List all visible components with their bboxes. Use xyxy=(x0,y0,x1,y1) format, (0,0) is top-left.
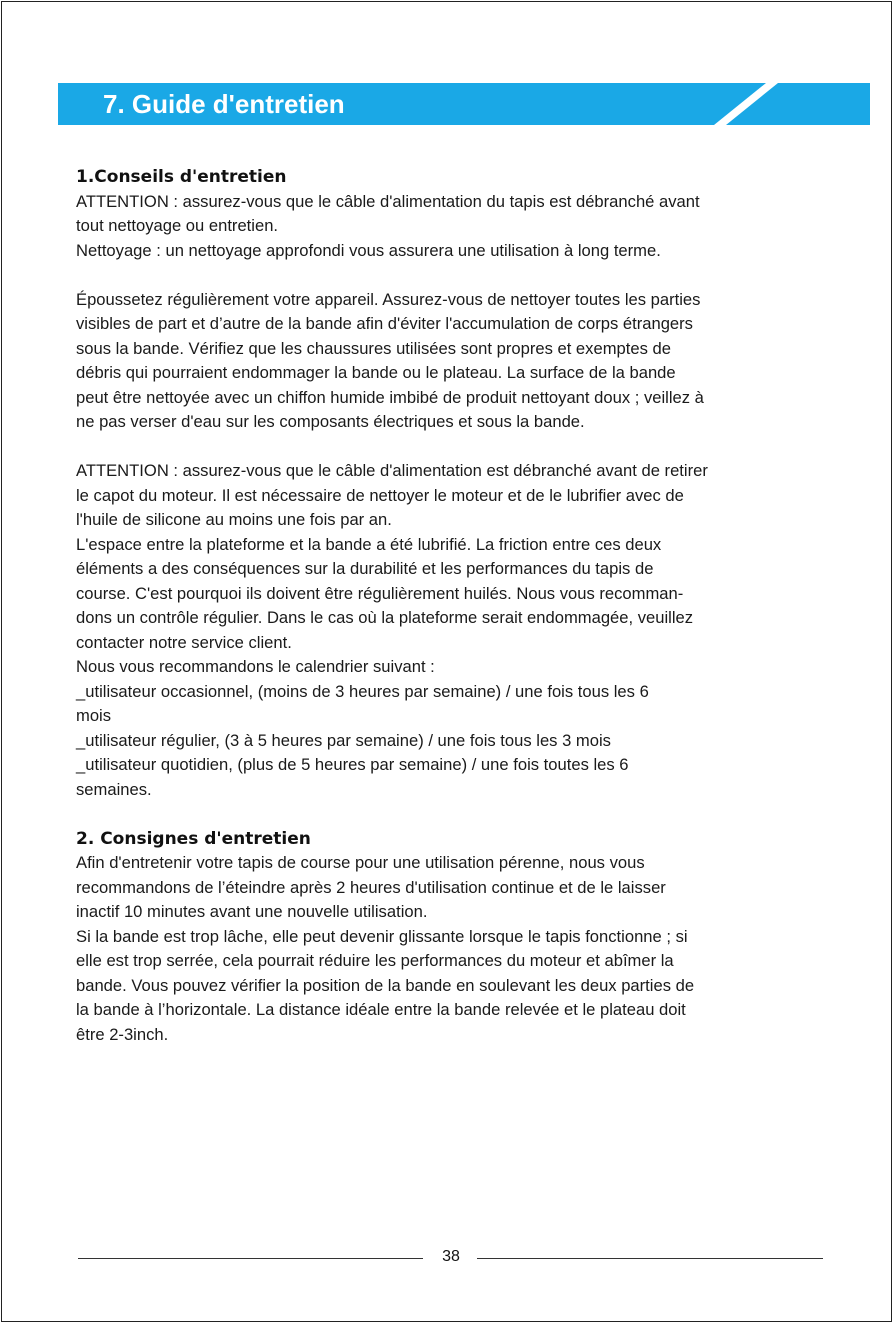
text-line: bande. Vous pouvez vérifier la position de la bande en soulevant les deux parties de xyxy=(76,975,695,995)
text-line: recommandons de l’éteindre après 2 heures d'utilisation continue et de le laisser xyxy=(76,877,666,897)
text-line: Époussetez régulièrement votre appareil. Assurez-vous de nettoyer toutes les parties xyxy=(76,289,701,309)
text-line: le capot du moteur. Il est nécessaire de nettoyer le moteur et de le lubrifier avec de xyxy=(76,485,684,505)
text-line: _utilisateur quotidien, (plus de 5 heures par semaine) / une fois toutes les 6 xyxy=(76,755,629,774)
document-body xyxy=(76,165,846,1047)
footer-rule-right xyxy=(477,1258,823,1259)
text-line: contacter notre service client. xyxy=(76,632,292,652)
text-line: peut être nettoyée avec un chiffon humide imbibé de produit nettoyant doux ; veillez à xyxy=(76,387,704,407)
text-line: Nettoyage : un nettoyage approfondi vous assurera une utilisation à long terme. xyxy=(76,240,661,260)
section1-paragraph-b xyxy=(76,288,846,435)
section2-heading: 2. Consignes d'entretien xyxy=(76,828,311,849)
text-line: _utilisateur occasionnel, (moins de 3 heures par semaine) / une fois tous les 6 xyxy=(76,681,649,701)
page-number: 38 xyxy=(442,1248,460,1265)
section1-paragraph-c xyxy=(76,459,846,802)
section2-paragraph xyxy=(76,851,846,1047)
text-line: _utilisateur régulier, (3 à 5 heures par semaine) / une fois tous les 3 mois xyxy=(76,730,611,750)
text-line: course. C'est pourquoi ils doivent être régulièrement huilés. Nous vous recomman- xyxy=(76,583,684,603)
text-line: éléments a des conséquences sur la durabilité et les performances du tapis de xyxy=(76,559,654,578)
text-line: inactif 10 minutes avant une nouvelle utilisation. xyxy=(76,902,428,921)
text-line: ATTENTION : assurez-vous que le câble d'alimentation du tapis est débranché avant xyxy=(76,191,700,211)
page-title: 7. Guide d'entretien xyxy=(103,89,345,119)
text-line: visibles de part et d’autre de la bande afin d'éviter l'accumulation de corps étrangers xyxy=(76,314,693,333)
text-line: Si la bande est trop lâche, elle peut devenir glissante lorsque le tapis fonctionne ; si xyxy=(76,926,688,946)
text-line: la bande à l’horizontale. La distance idéale entre la bande relevée et le plateau doit xyxy=(76,1000,686,1019)
text-line: débris qui pourraient endommager la bande ou le plateau. La surface de la bande xyxy=(76,363,676,382)
text-line: dons un contrôle régulier. Dans le cas où la plateforme serait endommagée, veuillez xyxy=(76,608,694,627)
text-line: mois xyxy=(76,706,112,725)
text-line: ATTENTION : assurez-vous que le câble d'alimentation est débranché avant de retirer xyxy=(76,461,708,480)
text-line: semaines. xyxy=(76,779,152,799)
text-line: ne pas verser d'eau sur les composants électriques et sous la bande. xyxy=(76,412,585,431)
text-line: tout nettoyage ou entretien. xyxy=(76,216,279,235)
text-line: Nous vous recommandons le calendrier suivant : xyxy=(76,657,435,676)
text-line: l'huile de silicone au moins une fois par an. xyxy=(76,510,392,529)
text-line: L'espace entre la plateforme et la bande a été lubrifié. La friction entre ces deux xyxy=(76,534,662,554)
text-line: sous la bande. Vérifiez que les chaussures utilisées sont propres et exemptes de xyxy=(76,338,671,358)
text-line: être 2-3inch. xyxy=(76,1024,169,1044)
section1-paragraph-a xyxy=(76,190,846,264)
x-slash-decoration-icon xyxy=(708,83,788,125)
text-line: elle est trop serrée, cela pourrait réduire les performances du moteur et abîmer la xyxy=(76,951,674,970)
section-banner xyxy=(58,83,870,125)
footer-rule-left xyxy=(78,1258,423,1259)
section1-heading: 1.Conseils d'entretien xyxy=(76,167,287,187)
text-line: Afin d'entretenir votre tapis de course pour une utilisation pérenne, nous vous xyxy=(76,853,645,872)
